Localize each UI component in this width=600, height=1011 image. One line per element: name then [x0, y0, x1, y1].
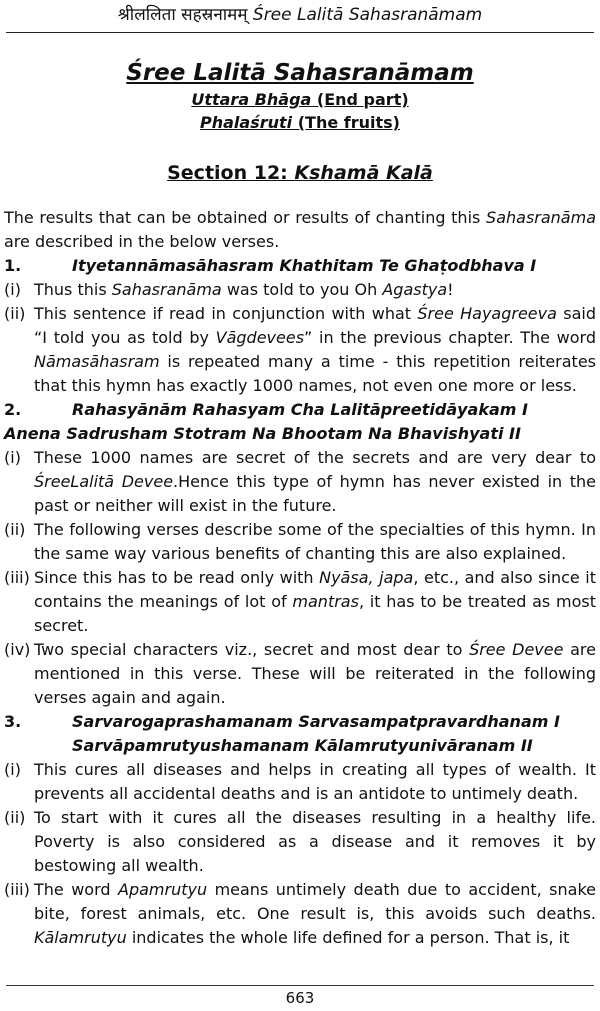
item-number: (ii): [4, 304, 26, 323]
item-text: [34, 638, 596, 710]
text-run-italic: ŚreeLalitā Devee: [34, 472, 174, 491]
text-run: These 1000 names are secret of the secrets and are very dear to: [34, 448, 596, 467]
text-run: This sentence if read in conjunction with what: [34, 304, 418, 323]
page-number: 663: [285, 989, 315, 1007]
item-text: [34, 302, 596, 398]
text-run: ” in the previous chapter. The word: [304, 328, 596, 347]
section-title: [0, 160, 600, 186]
item-text: [34, 278, 596, 302]
list-item: [4, 638, 596, 710]
list-item: [4, 278, 596, 302]
subtitle-phalasruti: [0, 111, 600, 134]
intro-paragraph: [4, 206, 596, 254]
item-text: [34, 878, 596, 950]
intro-text-2: Sahasranāma: [486, 208, 596, 227]
verse-text: Rahasyānām Rahasyam Cha Lalitāpreetidāyakam I: [72, 400, 528, 419]
item-number: (iv): [4, 640, 31, 659]
list-item: [4, 518, 596, 566]
text-run: said “I told you as told by: [34, 304, 597, 347]
text-run-italic: Nyāsa, japa: [319, 568, 414, 587]
subtitle-phalasruti-italic: Phalaśruti: [200, 113, 293, 132]
text-run: , it has to be treated as most secret.: [34, 592, 597, 635]
text-run: !: [447, 280, 454, 299]
verse-1: [4, 254, 596, 278]
text-run: indicates the whole life defined for a person. That is, it: [126, 928, 570, 947]
text-run: The word: [34, 880, 119, 899]
section-title-italic: Kshamā Kalā: [294, 162, 433, 184]
list-item: [4, 302, 596, 398]
header-rule: [6, 32, 594, 33]
text-run: .Hence this type of hymn has never existed in the past or neither will exist in the future.: [34, 472, 597, 515]
verse-text: Sarvarogaprashamanam Sarvasampatpravardhanam I: [72, 712, 560, 731]
item-number: (i): [4, 760, 21, 779]
text-run: Since this has to be read only with: [34, 568, 320, 587]
page-body: [4, 206, 596, 950]
list-item: [4, 446, 596, 518]
item-number: (ii): [4, 520, 26, 539]
item-number: (ii): [4, 808, 26, 827]
list-item: [4, 878, 596, 950]
verse-3-line-2: Sarvāpamrutyushamanam Kālamrutyunivāranam II: [72, 736, 533, 755]
main-title: Śree Lalitā Sahasranāmam: [126, 60, 474, 86]
running-header: [0, 2, 600, 28]
text-run-italic: Vāgdevees: [215, 328, 305, 347]
item-text: The following verses describe some of the specialties of this hymn. In the same way various benefits of chanting this are also explained.: [34, 520, 596, 563]
text-run: Two special characters viz., secret and most dear to: [34, 640, 470, 659]
intro-text-3: are described in the below verses.: [4, 232, 280, 251]
text-run-italic: Sahasranāma: [111, 280, 222, 299]
subtitle-uttara-bhaga: [0, 88, 600, 111]
subtitle-uttara-bhaga-rest: (End part): [311, 90, 409, 109]
text-run-italic: mantras: [292, 592, 359, 611]
title-block: [0, 58, 600, 186]
verse-number: 2.: [4, 400, 22, 419]
header-latin-title: Śree Lalitā Sahasranāmam: [252, 5, 483, 25]
item-number: (i): [4, 448, 21, 467]
list-item: [4, 758, 596, 806]
list-item: [4, 566, 596, 638]
verse-2-line-2: Anena Sadrusham Stotram Na Bhootam Na Bhavishyati II: [4, 424, 521, 443]
text-run: , etc., and also since it contains the meanings of lot of: [34, 568, 597, 611]
item-text: This cures all diseases and helps in creating all types of wealth. It prevents all accidental deaths and is an antidote to untimely death.: [34, 760, 596, 803]
item-text: To start with it cures all the diseases resulting in a healthy life. Poverty is also considered as a disease and it removes it by bestowing all wealth.: [34, 808, 596, 875]
verse-number: 3.: [4, 712, 22, 731]
item-text: [34, 566, 596, 638]
text-run: Thus this: [34, 280, 112, 299]
text-run: is repeated many a time - this repetition reiterates that this hymn has exactly 1000 names, not even one more or less.: [34, 352, 596, 395]
verse-number: 1.: [4, 256, 22, 275]
footer-rule: [6, 985, 594, 986]
item-number: (iii): [4, 568, 30, 587]
subtitle-uttara-bhaga-italic: Uttara Bhāga: [191, 90, 312, 109]
text-run: was told to you Oh: [221, 280, 383, 299]
text-run-italic: Agastya: [382, 280, 448, 299]
item-number: (iii): [4, 880, 30, 899]
intro-text-1: The results that can be obtained or results of chanting this: [4, 208, 487, 227]
section-title-prefix: Section 12:: [167, 162, 295, 184]
item-number: (i): [4, 280, 21, 299]
subtitle-phalasruti-rest: (The fruits): [292, 113, 400, 132]
item-text: [34, 446, 596, 518]
text-run: are mentioned in this verse. These will be reiterated in the following verses again and again.: [34, 640, 597, 707]
list-item: [4, 806, 596, 878]
verse-text: Ityetannāmasāhasram Khathitam Te Ghaṭodbhava I: [72, 256, 537, 275]
header-devanagari: श्रीललिता सहस्रनामम्: [117, 5, 248, 25]
verse-3: [4, 710, 596, 734]
text-run-italic: Apamrutyu: [118, 880, 208, 899]
text-run-italic: Nāmasāhasram: [34, 352, 160, 371]
verse-2: [4, 398, 596, 422]
text-run-italic: Śree Hayagreeva: [417, 304, 557, 323]
text-run-italic: Kālamrutyu: [34, 928, 127, 947]
text-run: means untimely death due to accident, snake bite, forest animals, etc. One result is, this avoids such deaths.: [34, 880, 596, 923]
text-run-italic: Śree Devee: [469, 640, 564, 659]
